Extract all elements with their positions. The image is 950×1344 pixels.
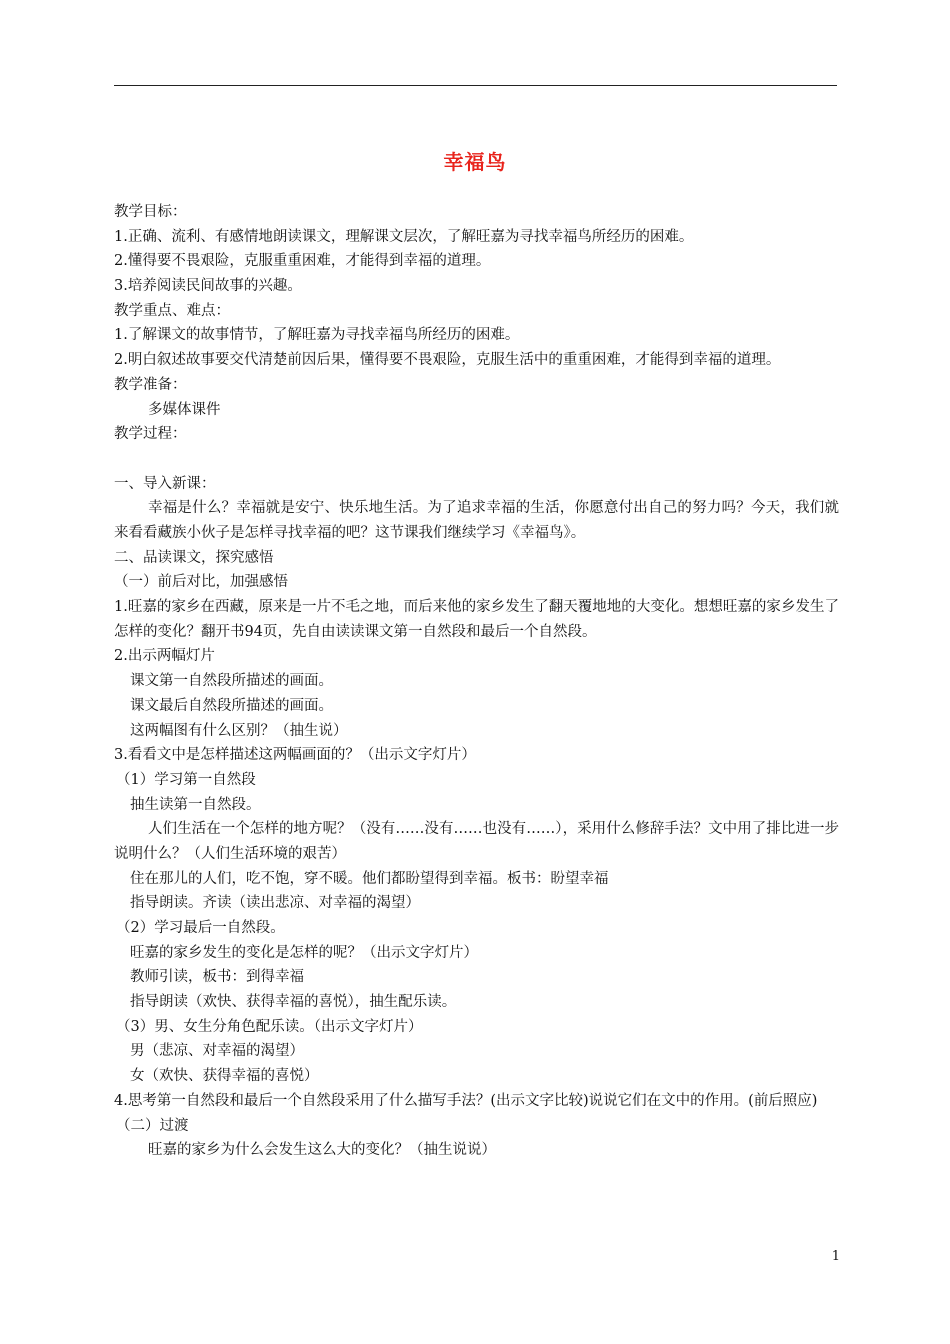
text-line: 抽生读第一自然段。 [130,796,261,813]
text-line: 2.出示两幅灯片 [114,648,215,665]
text-line: 旺嘉的家乡发生的变化是怎样的呢？（出示文字灯片） [130,944,478,961]
text-paragraph: 4.思考第一自然段和最后一个自然段采用了什么描写手法？(出示文字比较)说说它们在文中的作用。(前后照应) [114,1092,818,1109]
text-line: 教学过程： [114,426,187,443]
text-paragraph: 幸福是什么？幸福就是安宁、快乐地生活。为了追求幸福的生活，你愿意付出自己的努力吗？今天，我们就来看看藏族小伙子是怎样寻找幸福的吧？这节课我们继续学习《幸福鸟》。 [114,500,839,541]
text-line: 男（悲凉、对幸福的渴望） [130,1043,304,1060]
text-line: 1.正确、流利、有感情地朗读课文，理解课文层次，了解旺嘉为寻找幸福鸟所经历的困难。 [114,228,694,245]
text-line: 课文第一自然段所描述的画面。 [130,673,333,690]
page-number: 1 [831,1249,840,1264]
text-line: 旺嘉的家乡为什么会发生这么大的变化？（抽生说说） [148,1142,496,1159]
text-paragraph: 2.明白叙述故事要交代清楚前因后果，懂得要不畏艰险，克服生活中的重重困难，才能得到幸福的道理。 [114,352,781,369]
document-body [114,200,839,1163]
text-line: （3）男、女生分角色配乐读。（出示文字灯片） [116,1018,423,1035]
text-line: 这两幅图有什么区别？（抽生说） [130,722,348,739]
page-title: 幸福鸟 [443,150,507,174]
text-line: 1.了解课文的故事情节，了解旺嘉为寻找幸福鸟所经历的困难。 [114,327,520,344]
text-line: 3.培养阅读民间故事的兴趣。 [114,278,302,295]
text-paragraph: 人们生活在一个怎样的地方呢？（没有……没有……也没有……），采用什么修辞手法？文中用了排比进一步说明什么？（人们生活环境的艰苦） [114,821,839,862]
text-line: 一、导入新课： [114,475,216,492]
header-rule [114,85,837,86]
text-line: 指导朗读。齐读（读出悲凉、对幸福的渴望） [130,895,420,912]
text-line: 住在那儿的人们，吃不饱，穿不暖。他们都盼望得到幸福。板书：盼望幸福 [130,870,609,887]
text-line: 女（欢快、获得幸福的喜悦） [130,1068,319,1085]
text-line: （2）学习最后一自然段。 [116,920,285,937]
text-line: 多媒体课件 [148,401,221,418]
subsection-heading: （二）过渡 [116,1117,189,1134]
text-line: 3.看看文中是怎样描述这两幅画面的？（出示文字灯片） [114,747,476,764]
text-line: 教师引读，板书：到得幸福 [130,969,304,986]
text-line: 教学准备： [114,376,187,393]
text-line: 指导朗读（欢快、获得幸福的喜悦），抽生配乐读。 [130,994,457,1011]
text-line: （1）学习第一自然段 [116,771,256,788]
text-line: 教学目标： [114,204,187,220]
text-paragraph: 1.旺嘉的家乡在西藏，原来是一片不毛之地，而后来他的家乡发生了翻天覆地地的大变化。想想旺嘉的家乡发生了怎样的变化？翻开书94页，先自由读读课文第一自然段和最后一个自然段。 [114,599,839,640]
subsection-heading: （一）前后对比，加强感悟 [114,574,288,591]
section-heading: 二、品读课文，探究感悟 [114,549,274,566]
blank-line [114,447,839,472]
text-line: 教学重点、难点： [114,302,230,319]
text-line: 课文最后自然段所描述的画面。 [130,697,333,714]
text-line: 2.懂得要不畏艰险，克服重重困难，才能得到幸福的道理。 [114,253,491,270]
